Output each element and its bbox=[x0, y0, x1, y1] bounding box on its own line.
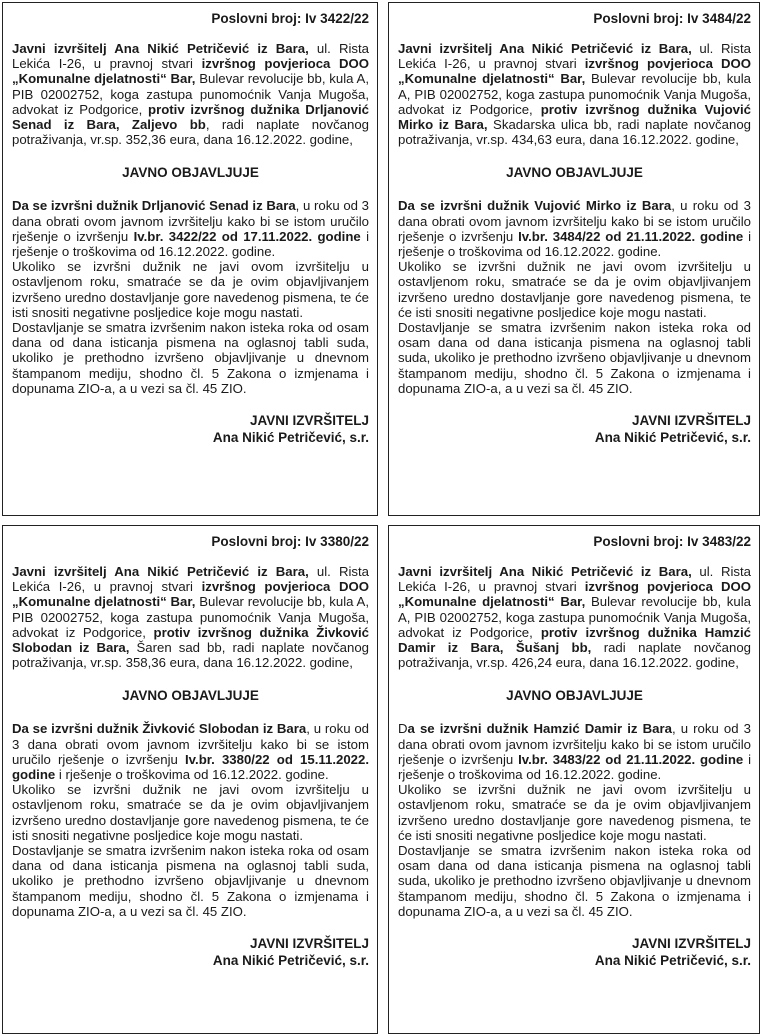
notice-delivery: Dostavljanje se smatra izvršenim nakon isteka roka od osam dana od dana isticanja pismena na oglasnoj tabli suda, ukoliko je prethodno izvršeno objavljivanje u dnevnom štampanom mediju, shodno čl. 5 Zakona o izmjenama i dopunama ZIO-a, a u vezi sa čl. 45 ZIO. bbox=[398, 843, 751, 919]
intro-text: ul. Rista Lekića I-26, u pravnoj stvari bbox=[12, 41, 369, 72]
case-number: Poslovni broj: Iv 3483/22 bbox=[593, 534, 751, 549]
signature bbox=[12, 936, 369, 969]
signature-name: Ana Nikić Petričević, s.r. bbox=[594, 429, 751, 445]
intro-text: , radi naplate novčanog potraživanja, vr.sp. 352,36 eura, dana 16.12.2022. godine, bbox=[12, 117, 369, 148]
signature-title: JAVNI IZVRŠITELJ bbox=[249, 936, 369, 952]
intro-text: ul. Rista Lekića I-26, u pravnoj stvari bbox=[12, 564, 369, 595]
notice-delivery: Dostavljanje se smatra izvršenim nakon isteka roka od osam dana od dana isticanja pismena na oglasnoj tabli suda, ukoliko je prethodno izvršeno objavljivanje u dnevnom štampanom mediju, shodno čl. 5 Zakona o izmjenama i dopunama ZIO-a, a u vezi sa čl. 45 ZIO. bbox=[398, 320, 751, 396]
intro-text: Bulevar revolucije bb, kula A, PIB 02002752, koga zastupa punomoćnik Vanja Mugoša, advokat iz Podgorice, bbox=[12, 71, 369, 117]
body-text: D bbox=[398, 721, 408, 737]
notice-iv-3422 bbox=[2, 2, 378, 516]
creditor-name: izvršnog povjerioca DOO „Komunalne djelatnosti“ Bar, bbox=[12, 579, 369, 610]
decision-reference: Iv.br. 3380/22 od 15.11.2022. godine bbox=[12, 751, 369, 783]
intro-text: Šaren sad bb, radi naplate novčanog potraživanja, vr.sp. 358,36 eura, dana 16.12.2022. godine, bbox=[12, 640, 369, 671]
debtor-name: protiv izvršnog dužnika Živković Slobodan iz Bara, bbox=[12, 624, 369, 656]
intro-text: ul. Rista Lekića I-26, u pravnoj stvari bbox=[398, 564, 751, 595]
notice-body bbox=[12, 198, 369, 259]
body-text: , u roku od 3 dana obrati ovom javnom izvršitelju kako bi se istom uručilo rješenje o izvršenju bbox=[12, 198, 369, 244]
body-text: , u roku od 3 dana obrati ovom javnom izvršitelju kako bi se istom uručilo rješenje o izvršenju bbox=[398, 198, 751, 244]
signature bbox=[12, 413, 369, 446]
signature-title: JAVNI IZVRŠITELJ bbox=[631, 413, 751, 429]
signature-title: JAVNI IZVRŠITELJ bbox=[631, 936, 751, 952]
intro-text: Skadarska ulica bb, radi naplate novčanog potraživanja, vr.sp. 434,63 eura, dana 16.12.2022. godine, bbox=[398, 117, 751, 148]
intro-text: Bulevar revolucije bb, kula A, PIB 02002752, koga zastupa punomoćnik Vanja Mugoša, advokat iz Podgorice, bbox=[398, 594, 751, 640]
notice-iv-3483 bbox=[388, 525, 760, 1034]
notice-heading: JAVNO OBJAVLJUJE bbox=[506, 165, 643, 181]
body-text: i rješenje o troškovima od 16.12.2022. godine. bbox=[398, 228, 752, 260]
signature-name: Ana Nikić Petričević, s.r. bbox=[594, 952, 751, 968]
notice-delivery: Dostavljanje se smatra izvršenim nakon isteka roka od osam dana od dana isticanja pismena na oglasnoj tabli suda, ukoliko je prethodno izvršeno objavljivanje u dnevnom štampanom mediju, shodno čl. 5 Zakona o izmjenama i dopunama ZIO-a, a u vezi sa čl. 45 ZIO. bbox=[12, 843, 369, 919]
notice-heading: JAVNO OBJAVLJUJE bbox=[122, 165, 259, 181]
notice-intro bbox=[12, 41, 369, 147]
debtor-name: protiv izvršnog dužnika Drljanović Senad iz Bara, Zaljevo bb bbox=[12, 101, 369, 133]
debtor-name: protiv izvršnog dužnika Vujović Mirko iz Bara, bbox=[398, 101, 751, 133]
notice-delivery: Dostavljanje se smatra izvršenim nakon isteka roka od osam dana od dana isticanja pismena na oglasnoj tabli suda, ukoliko je prethodno izvršeno objavljivanje u dnevnom štampanom mediju, shodno čl. 5 Zakona o izmjenama i dopunama ZIO-a, a u vezi sa čl. 45 ZIO. bbox=[12, 320, 369, 396]
body-text: i rješenje o troškovima od 16.12.2022. godine. bbox=[55, 767, 329, 783]
debtor-callout: Da se izvršni dužnik Živković Slobodan iz Bara bbox=[12, 721, 307, 737]
notice-body bbox=[12, 721, 369, 782]
notice-body bbox=[398, 198, 751, 259]
decision-reference: Iv.br. 3422/22 od 17.11.2022. godine bbox=[133, 228, 361, 244]
debtor-name: protiv izvršnog dužnika Hamzić Damir iz Bara, Šušanj bb, bbox=[398, 624, 751, 656]
enforcer-name: Javni izvršitelj Ana Nikić Petričević iz Bara, bbox=[12, 564, 309, 579]
debtor-callout: Da se izvršni dužnik Drljanović Senad iz Bara bbox=[12, 198, 296, 214]
notice-warning: Ukoliko se izvršni dužnik ne javi ovom izvršitelju u ostavljenom roku, smatraće se da je ovim objavljivanjem izvršeno uredno dostavljanje gore navedenog pismena, te će isti snositi negativne posljedice koje mogu nastati. bbox=[12, 259, 369, 320]
notice-warning: Ukoliko se izvršni dužnik ne javi ovom izvršitelju u ostavljenom roku, smatraće se da je ovim objavljivanjem izvršeno uredno dostavljanje gore navedenog pismena, te će isti snositi negativne posljedice koje mogu nastati. bbox=[398, 782, 751, 843]
creditor-name: izvršnog povjerioca DOO „Komunalne djelatnosti“ Bar, bbox=[12, 56, 369, 87]
notice-body bbox=[398, 721, 751, 782]
body-text: i rješenje o troškovima od 16.12.2022. godine. bbox=[12, 228, 370, 260]
body-text: , u roku od 3 dana obrati ovom javnom izvršitelju kako bi se istom uručilo rješenje o izvršenju bbox=[12, 721, 370, 767]
notice-heading: JAVNO OBJAVLJUJE bbox=[122, 688, 259, 704]
creditor-name: izvršnog povjerioca DOO „Komunalne djelatnosti“ Bar, bbox=[398, 56, 751, 87]
enforcer-name: Javni izvršitelj Ana Nikić Petričević iz Bara, bbox=[398, 41, 692, 56]
notice-warning: Ukoliko se izvršni dužnik ne javi ovom izvršitelju u ostavljenom roku, smatraće se da je ovim objavljivanjem izvršeno uredno dostavljanje gore navedenog pismena, te će isti snositi negativne posljedice koje mogu nastati. bbox=[398, 259, 751, 320]
body-text: i rješenje o troškovima od 16.12.2022. godine. bbox=[398, 751, 752, 783]
case-number: Poslovni broj: Iv 3484/22 bbox=[593, 11, 751, 26]
case-number: Poslovni broj: Iv 3422/22 bbox=[211, 11, 369, 26]
notice-iv-3484 bbox=[388, 2, 760, 516]
notice-iv-3380 bbox=[2, 525, 378, 1034]
intro-text: Bulevar revolucije bb, kula A, PIB 02002752, koga zastupa punomoćnik Vanja Mugoša, advokat iz Podgorice, bbox=[12, 594, 369, 640]
notice-warning: Ukoliko se izvršni dužnik ne javi ovom izvršitelju u ostavljenom roku, smatraće se da je ovim objavljivanjem izvršeno uredno dostavljanje gore navedenog pismena, te će isti snositi negativne posljedice koje mogu nastati. bbox=[12, 782, 369, 843]
signature bbox=[398, 413, 751, 446]
notice-intro bbox=[12, 564, 369, 670]
signature-title: JAVNI IZVRŠITELJ bbox=[249, 413, 369, 429]
intro-text: radi naplate novčanog potraživanja, vr.sp. 426,24 eura, dana 16.12.2022. godine, bbox=[398, 640, 751, 671]
debtor-callout: Da se izvršni dužnik Vujović Mirko iz Bara bbox=[398, 198, 672, 214]
intro-text: Bulevar revolucije bb, kula A, PIB 02002752, koga zastupa punomoćnik Vanja Mugoša, advokat iz Podgorice, bbox=[398, 71, 751, 117]
notice-intro bbox=[398, 41, 751, 147]
decision-reference: Iv.br. 3484/22 od 21.11.2022. godine bbox=[518, 228, 744, 244]
intro-text: ul. Rista Lekića I-26, u pravnoj stvari bbox=[398, 41, 751, 72]
signature-name: Ana Nikić Petričević, s.r. bbox=[212, 429, 369, 445]
body-text: , u roku od 3 dana obrati ovom javnom izvršitelju kako bi se istom uručilo rješenje o izvršenju bbox=[398, 721, 752, 767]
creditor-name: izvršnog povjerioca DOO „Komunalne djelatnosti“ Bar, bbox=[398, 579, 751, 610]
signature-name: Ana Nikić Petričević, s.r. bbox=[212, 952, 369, 968]
decision-reference: Iv.br. 3483/22 od 21.11.2022. godine bbox=[518, 751, 744, 767]
debtor-callout: a se izvršni dužnik Hamzić Damir iz Bara bbox=[407, 721, 672, 737]
notice-intro bbox=[398, 564, 751, 670]
notice-heading: JAVNO OBJAVLJUJE bbox=[506, 688, 643, 704]
enforcer-name: Javni izvršitelj Ana Nikić Petričević iz Bara, bbox=[398, 564, 692, 579]
enforcer-name: Javni izvršitelj Ana Nikić Petričević iz Bara, bbox=[12, 41, 309, 56]
signature bbox=[398, 936, 751, 969]
case-number: Poslovni broj: Iv 3380/22 bbox=[211, 534, 369, 549]
